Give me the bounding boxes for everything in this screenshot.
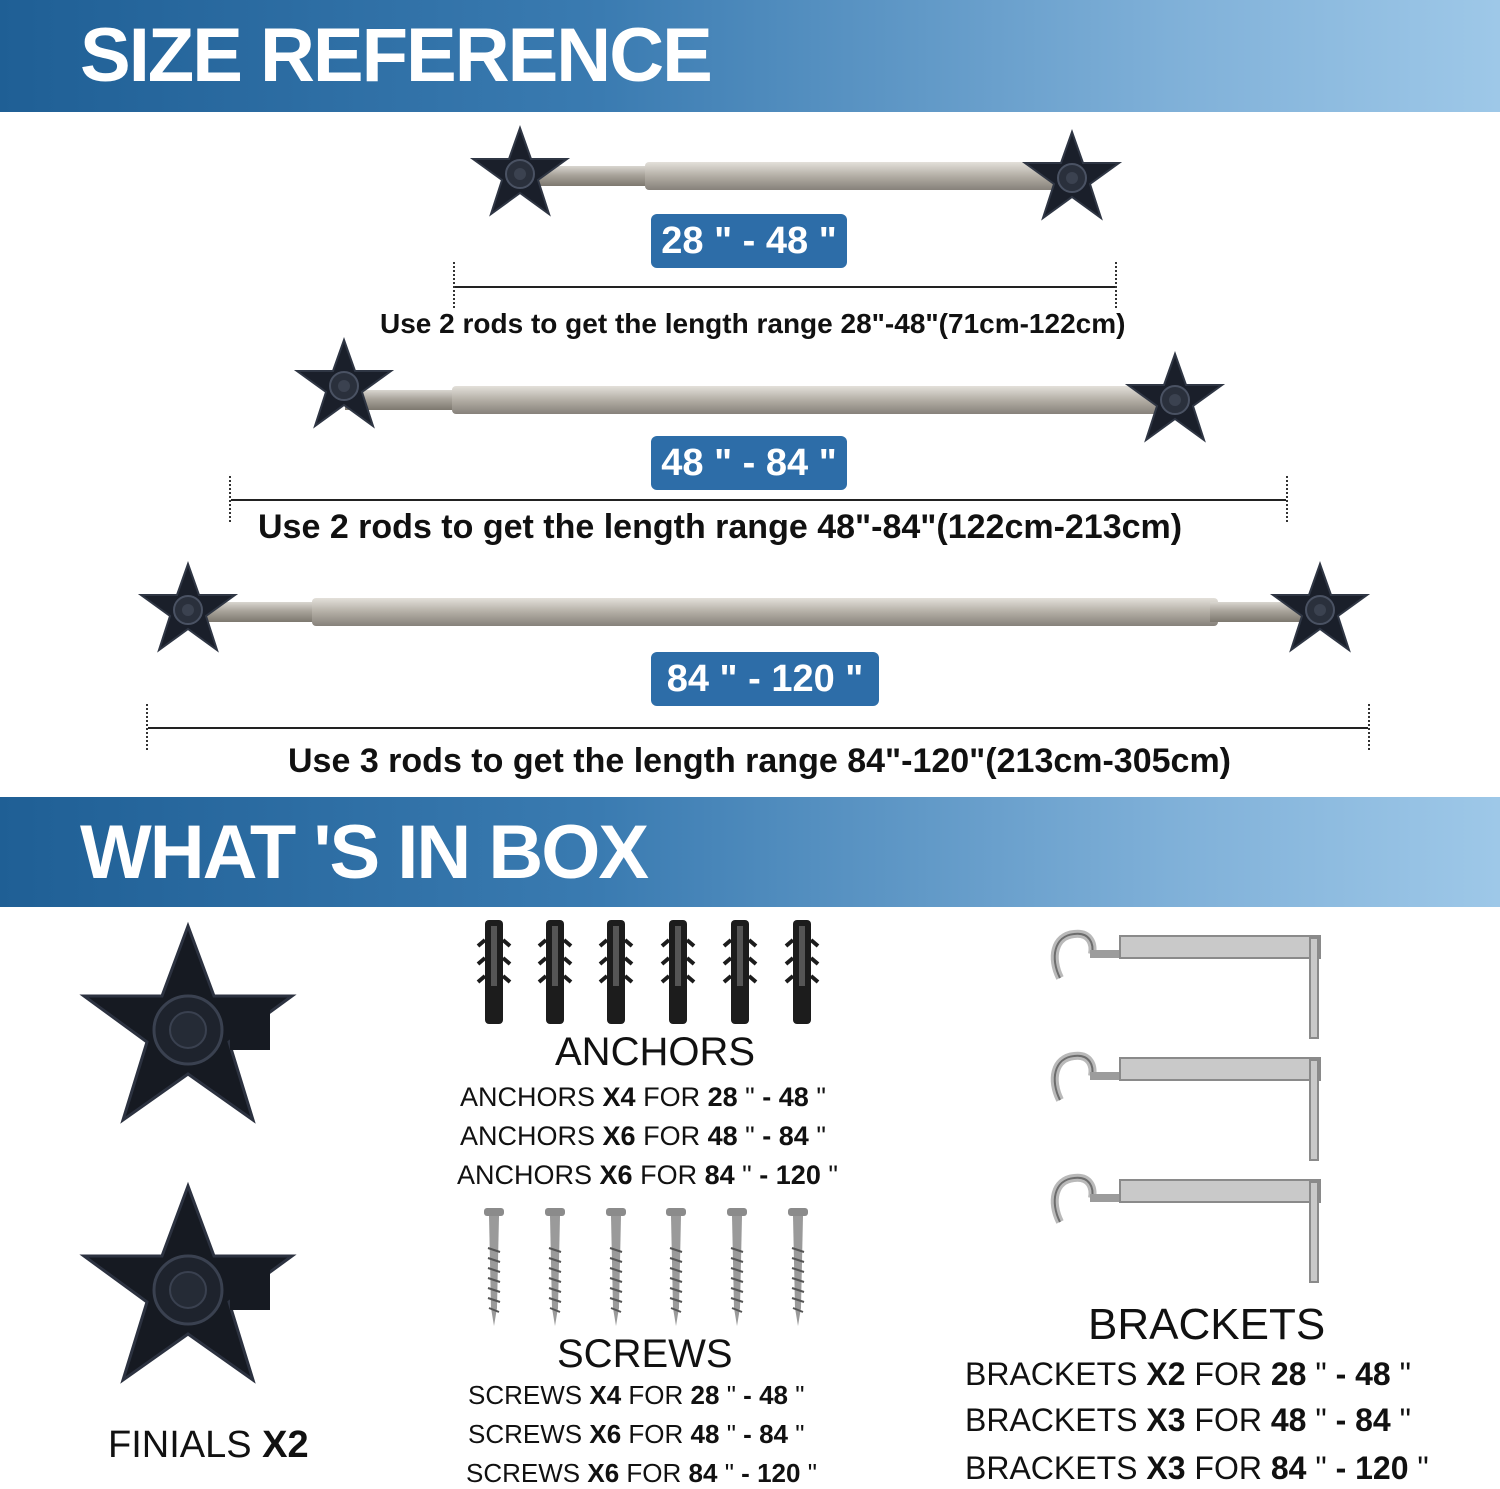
- anchors-spec-line: ANCHORS X4 FOR 28 " - 48 ": [460, 1082, 826, 1112]
- finial-mount: [230, 1262, 270, 1310]
- size-reference-title: SIZE REFERENCE: [80, 13, 711, 98]
- screws-spec-line: SCREWS X4 FOR 28 " - 48 ": [468, 1380, 805, 1410]
- brackets-group: [1055, 934, 1320, 1282]
- rod-1-caption: Use 2 rods to get the length range 28"-48"(71cm-122cm): [380, 308, 1126, 339]
- brackets-spec-line: BRACKETS X3 FOR 84 " - 120 ": [965, 1450, 1429, 1486]
- whats-in-box-title: WHAT 'S IN BOX: [80, 810, 648, 895]
- anchor-icon: [724, 920, 756, 1024]
- finial-mount: [230, 1002, 270, 1050]
- screw-icon: [788, 1208, 808, 1326]
- screws-title: SCREWS: [557, 1332, 733, 1376]
- screw-icon: [666, 1208, 686, 1326]
- rod-1-size-badge: 28 " - 48 ": [651, 214, 847, 268]
- anchor-icon: [786, 920, 818, 1024]
- screws-spec-line: SCREWS X6 FOR 48 " - 84 ": [468, 1419, 805, 1449]
- bracket-icon: [1055, 1178, 1320, 1282]
- anchors-title: ANCHORS: [555, 1030, 756, 1074]
- rod-2-size-badge: 48 " - 84 ": [651, 436, 847, 490]
- anchors-group: [478, 920, 818, 1024]
- bracket-icon: [1055, 1056, 1320, 1160]
- screw-icon: [484, 1208, 504, 1326]
- finials-label: FINIALS X2: [108, 1424, 309, 1466]
- rod-3-caption: Use 3 rods to get the length range 84"-120"(213cm-305cm): [288, 742, 1232, 780]
- screw-icon: [727, 1208, 747, 1326]
- brackets-spec-line: BRACKETS X2 FOR 28 " - 48 ": [965, 1356, 1411, 1392]
- rod-2-caption: Use 2 rods to get the length range 48"-84"(122cm-213cm): [258, 508, 1183, 546]
- screw-icon: [606, 1208, 626, 1326]
- anchor-icon: [539, 920, 571, 1024]
- anchor-icon: [662, 920, 694, 1024]
- brackets-spec-line: BRACKETS X3 FOR 48 " - 84 ": [965, 1402, 1411, 1438]
- anchor-icon: [478, 920, 510, 1024]
- screws-spec-line: SCREWS X6 FOR 84 " - 120 ": [466, 1458, 817, 1488]
- anchor-icon: [600, 920, 632, 1024]
- bracket-icon: [1055, 934, 1320, 1038]
- anchors-spec-line: ANCHORS X6 FOR 48 " - 84 ": [460, 1121, 826, 1151]
- screws-group: [484, 1208, 808, 1326]
- anchors-spec-line: ANCHORS X6 FOR 84 " - 120 ": [457, 1160, 838, 1190]
- rod-3-size-badge: 84 " - 120 ": [651, 652, 879, 706]
- brackets-title: BRACKETS: [1088, 1300, 1326, 1349]
- screw-icon: [545, 1208, 565, 1326]
